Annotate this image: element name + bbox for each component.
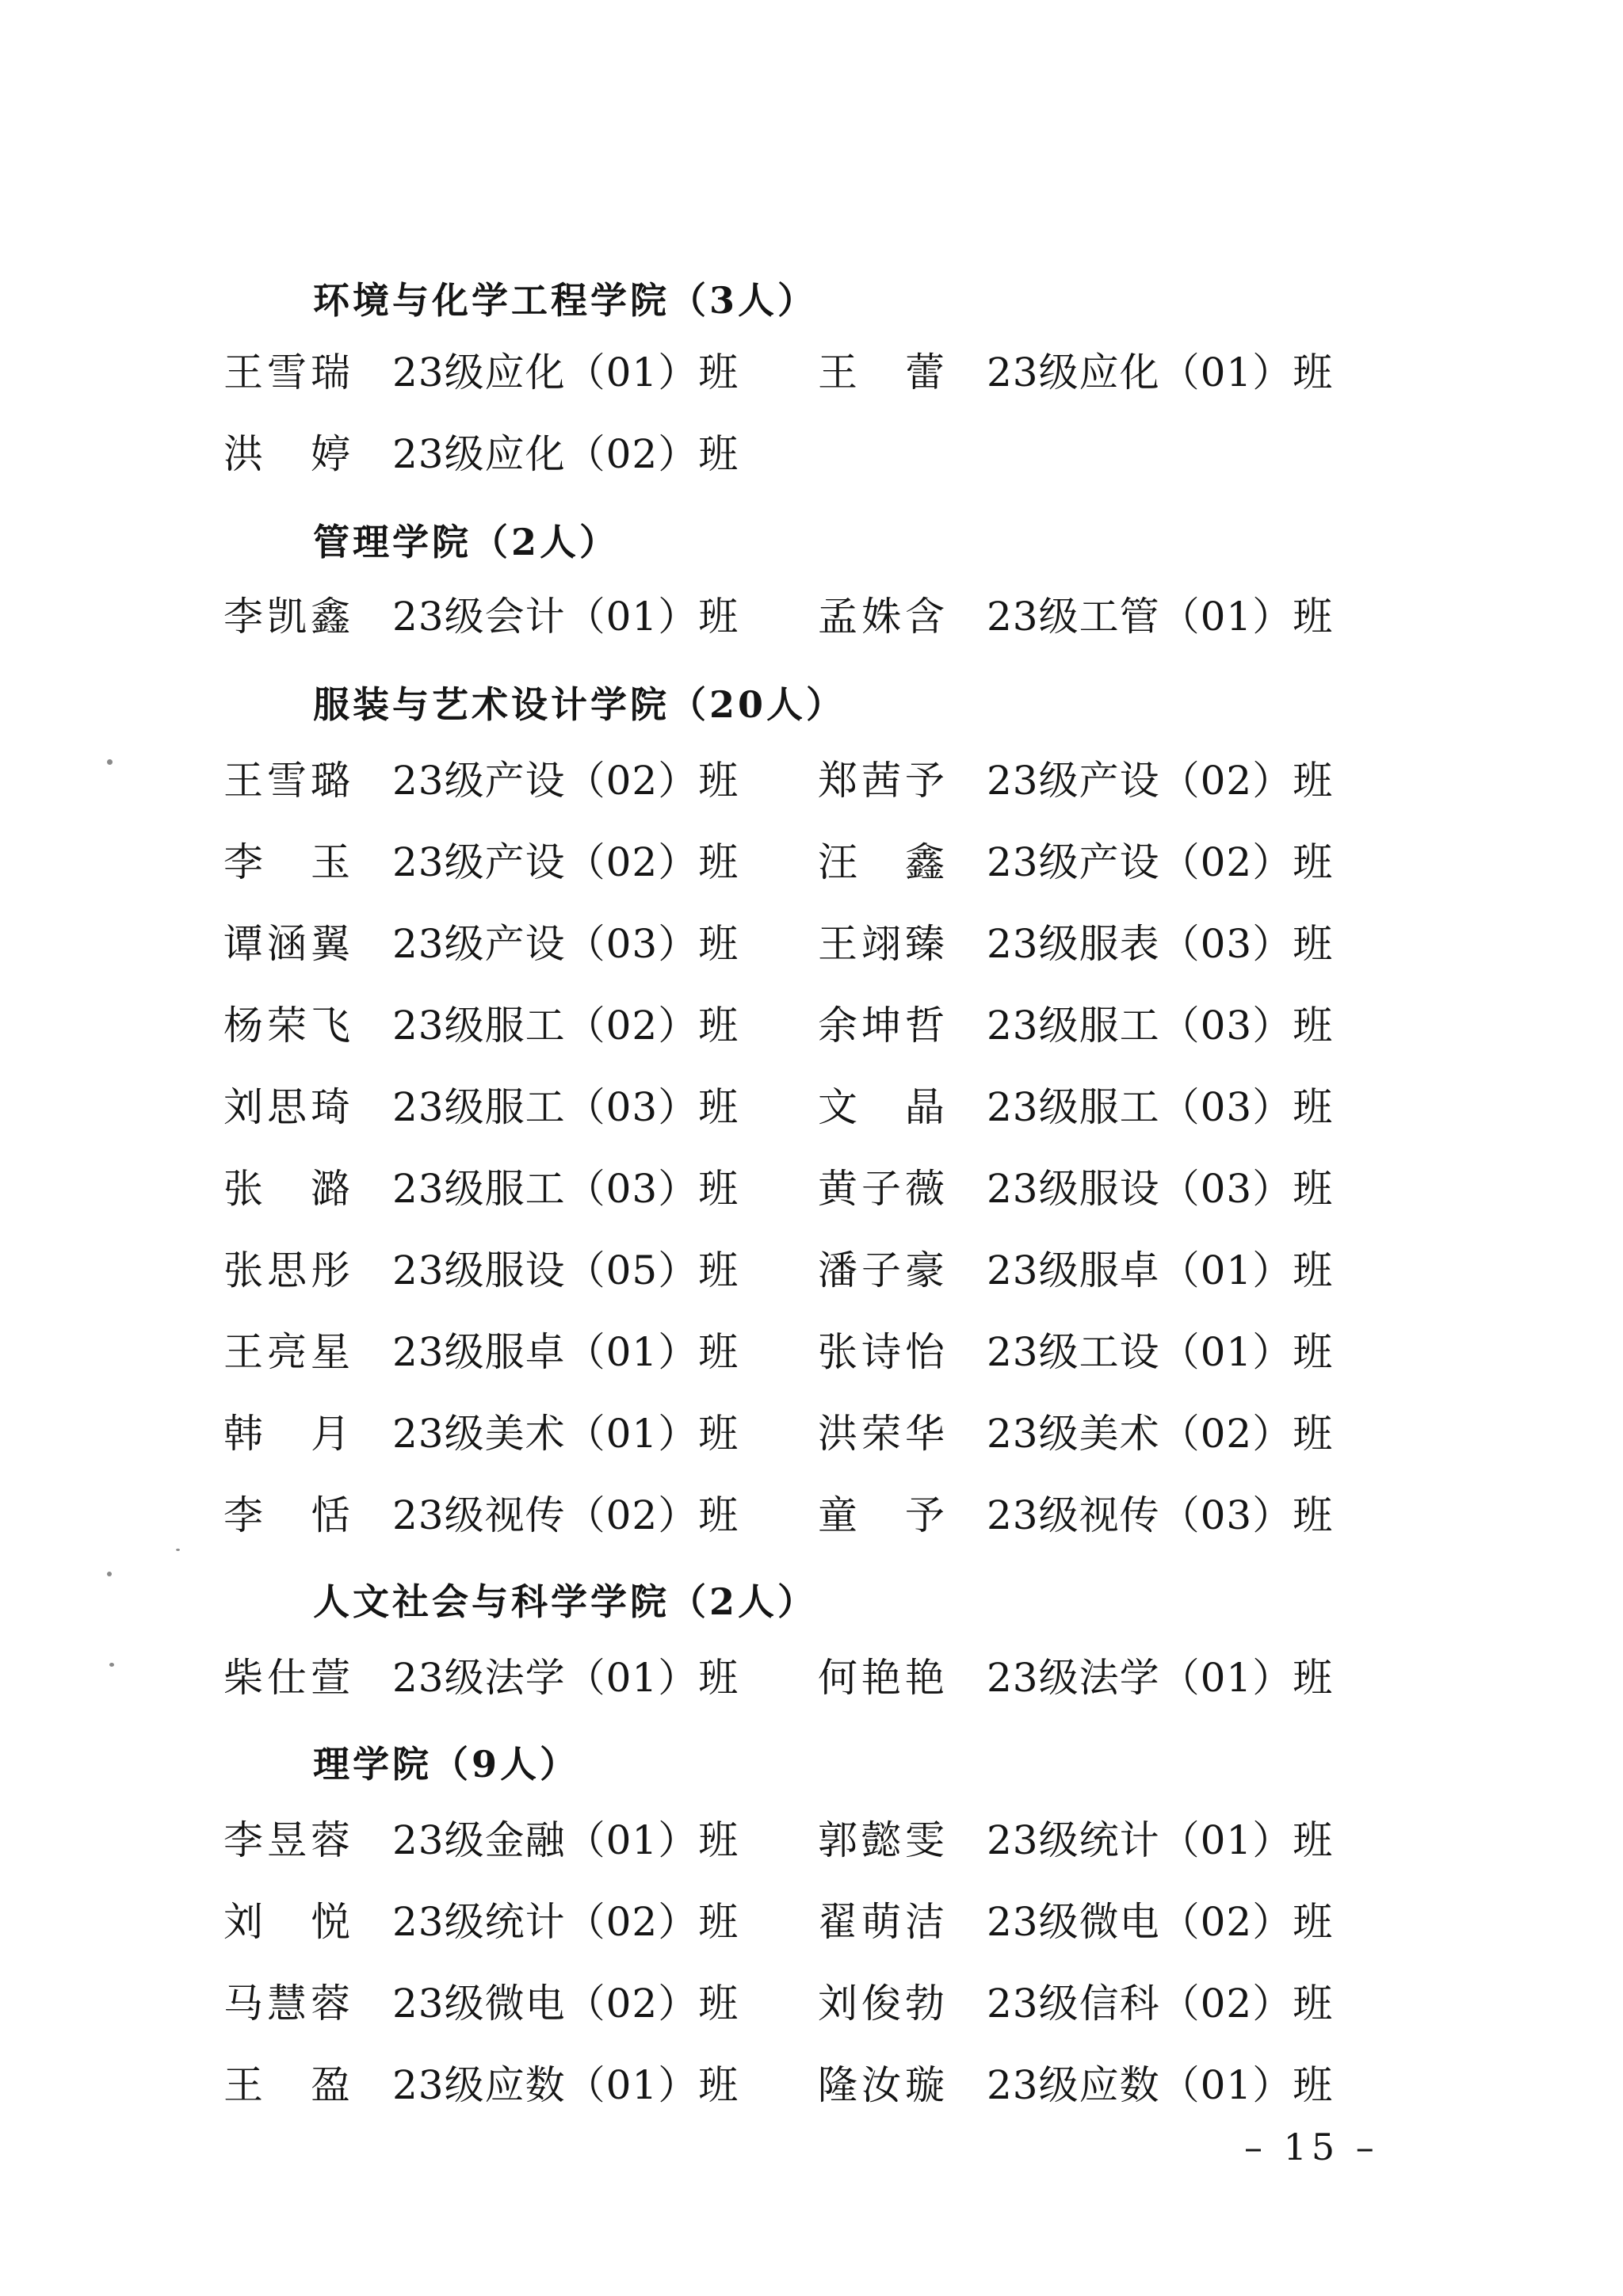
scan-speck (107, 1572, 112, 1576)
student-class: 23级产设（02）班 (987, 758, 1334, 804)
student-name: 谭涵翼 (223, 921, 350, 967)
student-name: 李恬 (223, 1492, 350, 1538)
student-class: 23级服卓（01）班 (392, 1329, 739, 1375)
student-name: 杨荣飞 (223, 1003, 350, 1049)
student-class: 23级应化（02）班 (392, 431, 739, 477)
student-name: 何艳艳 (818, 1655, 945, 1701)
student-name: 韩月 (223, 1411, 350, 1457)
list-row (0, 831, 1623, 902)
page-number: – 15 – (1244, 2126, 1379, 2168)
student-class: 23级会计（01）班 (392, 594, 739, 640)
section-title: 理学院（9人） (313, 1743, 580, 1786)
list-row (0, 1157, 1623, 1228)
student-name: 王亮星 (223, 1329, 350, 1375)
student-name: 柴仕萱 (223, 1655, 350, 1701)
section-title: 人文社会与科学学院（2人） (313, 1580, 818, 1623)
list-row (0, 422, 1623, 494)
student-class: 23级统计（02）班 (392, 1899, 739, 1945)
list-row (0, 1646, 1623, 1717)
section-title: 环境与化学工程学院（3人） (313, 279, 818, 322)
student-name: 张思彤 (223, 1247, 350, 1293)
student-name: 童予 (818, 1492, 945, 1538)
student-class: 23级产设（02）班 (987, 839, 1334, 885)
student-name: 王雪璐 (223, 758, 350, 804)
student-name: 洪荣华 (818, 1411, 945, 1457)
student-class: 23级工管（01）班 (987, 594, 1334, 640)
section-title: 管理学院（2人） (313, 521, 620, 563)
list-row (0, 1239, 1623, 1310)
student-class: 23级服卓（01）班 (987, 1247, 1334, 1293)
student-class: 23级产设（02）班 (392, 839, 739, 885)
student-name: 黄子薇 (818, 1166, 945, 1212)
list-row (0, 1484, 1623, 1555)
student-class: 23级微电（02）班 (392, 1981, 739, 2027)
student-class: 23级视传（03）班 (987, 1492, 1334, 1538)
student-name: 潘子豪 (818, 1247, 945, 1293)
student-class: 23级应化（01）班 (987, 350, 1334, 395)
student-name: 隆汝璇 (818, 2062, 945, 2108)
list-row (0, 1972, 1623, 2043)
list-row (0, 1075, 1623, 1147)
student-name: 张潞 (223, 1166, 350, 1212)
student-name: 马慧蓉 (223, 1981, 350, 2027)
student-name: 刘悦 (223, 1899, 350, 1945)
student-name: 张诗怡 (818, 1329, 945, 1375)
list-row (0, 912, 1623, 984)
section-heading (0, 507, 1623, 579)
student-class: 23级信科（02）班 (987, 1981, 1334, 2027)
section-heading (0, 670, 1623, 741)
student-class: 23级服工（02）班 (392, 1003, 739, 1049)
student-name: 余坤哲 (818, 1003, 945, 1049)
student-class: 23级美术（02）班 (987, 1411, 1334, 1457)
student-name: 郭懿雯 (818, 1817, 945, 1863)
student-class: 23级产设（02）班 (392, 758, 739, 804)
student-class: 23级统计（01）班 (987, 1817, 1334, 1863)
student-name: 李玉 (223, 839, 350, 885)
student-class: 23级产设（03）班 (392, 921, 739, 967)
student-name: 洪婷 (223, 431, 350, 477)
student-name: 刘思琦 (223, 1084, 350, 1130)
scan-speck (176, 1549, 180, 1551)
list-row (0, 2053, 1623, 2125)
scan-speck (109, 1663, 114, 1667)
student-name: 王雪瑞 (223, 350, 350, 395)
student-name: 王盈 (223, 2062, 350, 2108)
student-name: 郑茜予 (818, 758, 945, 804)
section-heading (0, 1729, 1623, 1801)
student-class: 23级工设（01）班 (987, 1329, 1334, 1375)
list-row (0, 341, 1623, 412)
student-class: 23级应数（01）班 (392, 2062, 739, 2108)
list-row (0, 1320, 1623, 1392)
student-name: 王翊臻 (818, 921, 945, 967)
student-class: 23级服工（03）班 (392, 1166, 739, 1212)
student-class: 23级微电（02）班 (987, 1899, 1334, 1945)
student-name: 翟萌洁 (818, 1899, 945, 1945)
student-class: 23级服工（03）班 (392, 1084, 739, 1130)
student-name: 孟姝含 (818, 594, 945, 640)
list-row (0, 1809, 1623, 1880)
list-row (0, 994, 1623, 1065)
student-class: 23级美术（01）班 (392, 1411, 739, 1457)
scan-speck (107, 759, 113, 765)
student-class: 23级服工（03）班 (987, 1084, 1334, 1130)
section-heading (0, 266, 1623, 337)
student-class: 23级服设（05）班 (392, 1247, 739, 1293)
student-class: 23级视传（02）班 (392, 1492, 739, 1538)
section-title: 服装与艺术设计学院（20人） (313, 683, 846, 726)
student-class: 23级法学（01）班 (392, 1655, 739, 1701)
student-name: 李凯鑫 (223, 594, 350, 640)
list-row (0, 1890, 1623, 1962)
list-row (0, 1402, 1623, 1473)
student-name: 文晶 (818, 1084, 945, 1130)
student-name: 王蕾 (818, 350, 945, 395)
student-name: 李昱蓉 (223, 1817, 350, 1863)
section-heading (0, 1567, 1623, 1638)
student-class: 23级服表（03）班 (987, 921, 1334, 967)
student-class: 23级服设（03）班 (987, 1166, 1334, 1212)
student-class: 23级应化（01）班 (392, 350, 739, 395)
student-class: 23级金融（01）班 (392, 1817, 739, 1863)
student-name: 汪鑫 (818, 839, 945, 885)
student-name: 刘俊勃 (818, 1981, 945, 2027)
student-class: 23级法学（01）班 (987, 1655, 1334, 1701)
list-row (0, 749, 1623, 820)
list-row (0, 585, 1623, 656)
student-class: 23级服工（03）班 (987, 1003, 1334, 1049)
student-class: 23级应数（01）班 (987, 2062, 1334, 2108)
